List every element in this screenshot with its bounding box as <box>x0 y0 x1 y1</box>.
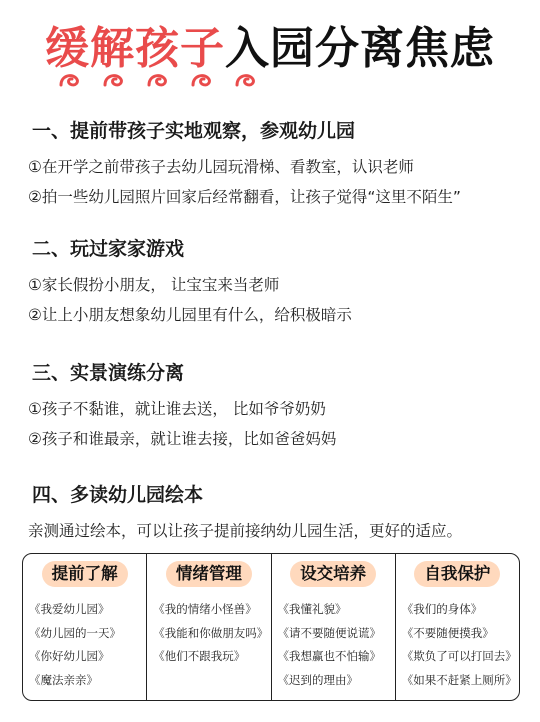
column-header: 设交培养 <box>290 561 376 587</box>
book-title: 《你好幼儿园》 <box>29 649 110 663</box>
section-line: ②让上小朋友想象幼儿园里有什么，给积极暗示 <box>28 306 352 324</box>
section-line: ②孩子和谁最亲，就让谁去接，比如爸爸妈妈 <box>28 430 337 448</box>
section-heading: 二、玩过家家游戏 <box>28 236 190 262</box>
book-title: 《我们的身体》 <box>401 602 483 616</box>
section-heading: 四、多读幼儿园绘本 <box>28 482 209 508</box>
book-title: 《我想赢也不怕输》 <box>277 649 381 663</box>
book-title: 《不要随便摸我》 <box>401 625 494 640</box>
section-rehearse <box>28 360 528 454</box>
book-title: 《他们不跟我玩》 <box>153 649 246 663</box>
book-title: 《魔法亲亲》 <box>29 672 98 687</box>
book-title: 《幼儿园的一天》 <box>29 625 121 640</box>
swirl-icon <box>58 70 84 90</box>
decorative-swirls <box>58 70 260 90</box>
swirl-icon <box>234 70 260 90</box>
column-header: 自我保护 <box>414 561 500 587</box>
section-line: ①在开学之前带孩子去幼儿园玩滑梯、看教室，认识老师 <box>28 158 414 176</box>
section-observe <box>28 118 528 212</box>
book-title: 《迟到的理由》 <box>277 672 358 687</box>
swirl-icon <box>190 70 216 90</box>
page-title <box>0 22 540 76</box>
column-header: 提前了解 <box>42 561 128 587</box>
book-title: 《我的情绪小怪兽》 <box>153 602 257 616</box>
section-heading: 三、实景演练分离 <box>28 360 190 386</box>
book-title: 《我爱幼儿园》 <box>29 602 110 616</box>
table-column <box>23 554 147 700</box>
book-title: 《如果不赶紧上厕所》 <box>401 672 517 687</box>
section-line: ①家长假扮小朋友， 让宝宝来当老师 <box>28 276 280 294</box>
title-highlight: 缓解孩子 <box>45 23 225 74</box>
swirl-icon <box>102 70 128 90</box>
section-heading: 一、提前带孩子实地观察，参观幼儿园 <box>28 118 361 144</box>
section-picture-books <box>28 482 528 546</box>
swirl-icon <box>146 70 172 90</box>
section-line: ②拍一些幼儿园照片回家后经常翻看，让孩子觉得“这里不陌生” <box>28 188 461 206</box>
book-title: 《我能和你做朋友吗》 <box>153 625 269 640</box>
table-column <box>396 554 519 700</box>
book-title: 《我懂礼貌》 <box>277 602 347 616</box>
title-rest: 入园分离焦虑 <box>225 23 495 74</box>
book-title: 《请不要随便说谎》 <box>277 625 381 640</box>
book-table <box>22 553 520 701</box>
section-line: ①孩子不黏谁，就让谁去送， 比如爷爷奶奶 <box>28 400 326 418</box>
table-column <box>147 554 271 700</box>
book-title: 《欺负了可以打回去》 <box>401 649 517 663</box>
section-play-house <box>28 236 528 330</box>
table-column <box>272 554 396 700</box>
section-line: 亲测通过绘本，可以让孩子提前接纳幼儿园生活，更好的适应。 <box>28 522 463 540</box>
column-header: 情绪管理 <box>166 561 252 587</box>
